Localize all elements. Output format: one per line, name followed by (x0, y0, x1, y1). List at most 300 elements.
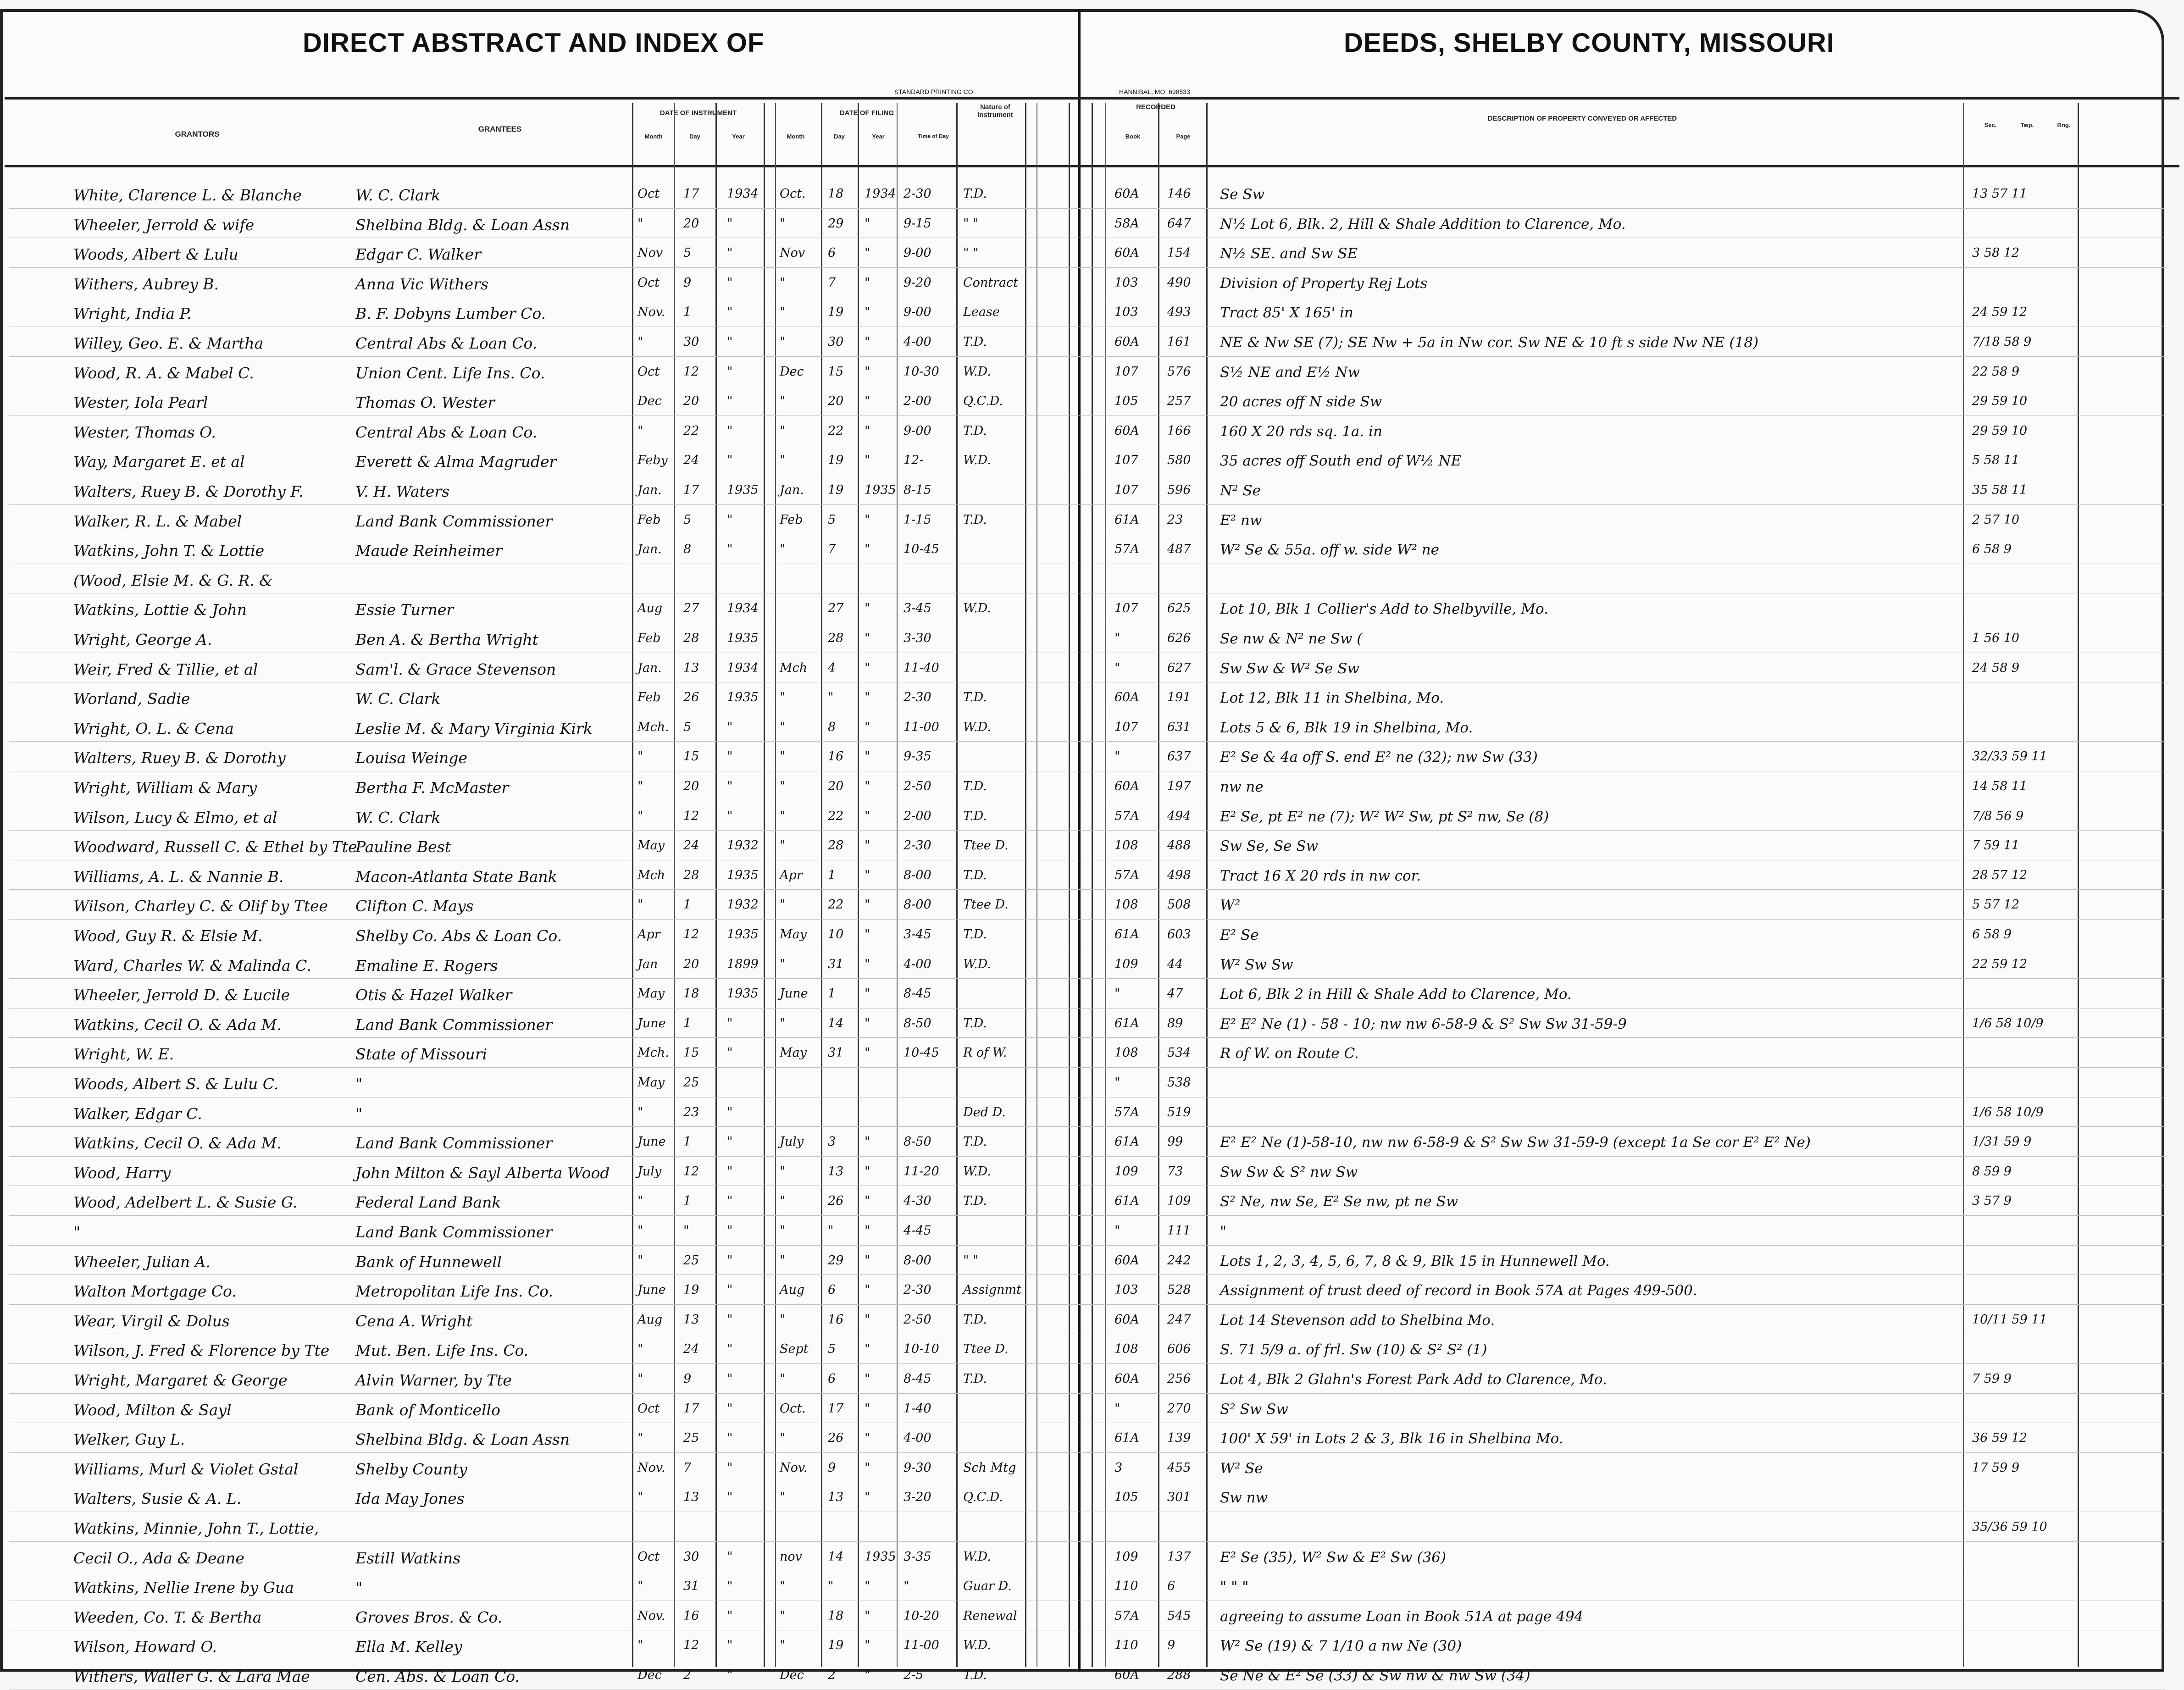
entry-desc: W² Se (1220, 1460, 1263, 1477)
entry-fd: 15 (828, 364, 844, 379)
entry-str: 7 59 11 (1972, 838, 2020, 853)
entry-time: 1-15 (904, 512, 931, 527)
entry-str: 35/36 59 10 (1972, 1520, 2047, 1534)
entry-str: 1/31 59 9 (1972, 1135, 2032, 1149)
entry-page: 242 (1167, 1253, 1191, 1268)
entry-fy: " (865, 394, 870, 409)
entry-grantee: Everett & Alma Magruder (355, 453, 557, 471)
entry-fd: 6 (828, 1283, 836, 1297)
entry-grantee: " (355, 1075, 363, 1093)
entry-iy: " (727, 335, 733, 349)
entry-fd: 19 (828, 305, 844, 320)
entry-fd: 20 (828, 394, 844, 409)
entry-grantor: Wright, O. L. & Cena (73, 719, 234, 737)
entry-book: " (1114, 631, 1120, 645)
entry-iy: " (727, 216, 733, 231)
entry-time: 9-30 (904, 1460, 931, 1475)
entry-im: Feb (637, 512, 661, 527)
recorded-header: RECORDED (1136, 103, 1175, 111)
entry-str: 32/33 59 11 (1972, 749, 2047, 764)
column-rule (2078, 103, 2079, 1667)
entry-id: 20 (683, 216, 699, 231)
entry-nature: T.D. (963, 512, 987, 527)
entry-fm: Aug (780, 1283, 805, 1297)
entry-fy: " (865, 1401, 870, 1416)
entry-fd: 17 (828, 1401, 844, 1416)
entry-im: " (637, 1224, 643, 1238)
entry-grantee: Ella M. Kelley (355, 1638, 462, 1656)
entry-page: 545 (1167, 1608, 1191, 1623)
entry-fm: Sept (780, 1342, 809, 1357)
entry-nature: T.D. (963, 423, 987, 438)
entry-grantee: Edgar C. Walker (355, 245, 481, 264)
entry-id: " (683, 1224, 689, 1238)
entry-time: 3-35 (904, 1549, 931, 1564)
entry-desc: E² E² Ne (1)-58-10, nw nw 6-58-9 & S² Sw Sw 31-59-9 (except 1a Se cor E² E² Ne) (1220, 1134, 1811, 1151)
entry-str: 1/6 58 10/9 (1972, 1105, 2044, 1119)
entry-id: 30 (683, 335, 699, 349)
entry-grantee: Macon-Atlanta State Bank (355, 867, 557, 886)
entry-book: 108 (1114, 1046, 1138, 1060)
entry-page: 23 (1167, 512, 1183, 527)
entry-iy: " (727, 779, 733, 793)
entry-page: 580 (1167, 453, 1191, 468)
entry-fm: Apr (780, 868, 803, 882)
entry-id: 23 (683, 1105, 699, 1119)
entry-grantee: Emaline E. Rogers (355, 956, 498, 975)
entry-grantee: Ben A. & Bertha Wright (355, 631, 538, 648)
entry-desc: S² Sw Sw (1220, 1401, 1288, 1418)
entry-im: Feb (637, 631, 661, 645)
entry-fd: 1 (828, 986, 836, 1001)
left-page-title: DIRECT ABSTRACT AND INDEX OF (303, 28, 765, 58)
entry-id: 13 (683, 1490, 699, 1505)
entry-fy: " (865, 868, 870, 882)
entry-nature: W.D. (963, 1549, 991, 1564)
entry-time: 8-45 (904, 986, 931, 1001)
entry-str: 6 58 9 (1972, 927, 2012, 942)
entry-book: " (1114, 749, 1120, 764)
entry-grantee: Otis & Hazel Walker (355, 986, 512, 1004)
entry-desc: " (1220, 1223, 1227, 1240)
entry-time: 8-45 (904, 1372, 931, 1386)
entry-id: 12 (683, 1164, 699, 1179)
entry-grantee: Maude Reinheimer (355, 542, 502, 560)
entry-im: May (637, 986, 665, 1001)
entry-iy: " (727, 246, 733, 260)
entry-fd: 26 (828, 1194, 844, 1208)
entry-time: 11-40 (904, 660, 939, 675)
entry-page: 89 (1167, 1016, 1183, 1031)
entry-book: 103 (1114, 305, 1138, 320)
entry-grantor: Watkins, Minnie, John T., Lottie, (73, 1519, 319, 1537)
entry-fy: " (865, 1253, 870, 1268)
entry-page: 603 (1167, 927, 1191, 942)
entry-grantor: Wood, R. A. & Mabel C. (73, 364, 254, 382)
entry-book: 60A (1114, 1372, 1139, 1386)
entry-id: 5 (683, 246, 692, 260)
entry-desc: 100' X 59' in Lots 2 & 3, Blk 16 in Shelbina Mo. (1220, 1430, 1563, 1447)
entry-time: 8-15 (904, 483, 931, 497)
entry-str: 29 59 10 (1972, 394, 2028, 409)
entry-book: 58A (1114, 216, 1139, 231)
entry-nature: Ttee D. (963, 1342, 1009, 1357)
entry-iy: " (727, 423, 733, 438)
entry-time: 11-20 (904, 1164, 939, 1179)
entry-page: 73 (1167, 1164, 1183, 1179)
column-rule (764, 103, 765, 1667)
entry-id: 1 (683, 305, 692, 320)
entry-fm: " (780, 749, 786, 764)
entry-fy: " (865, 749, 870, 764)
instrument-year-subheader: Year (732, 133, 745, 140)
entry-id: 12 (683, 1638, 699, 1653)
entry-grantee: Bertha F. McMaster (355, 779, 509, 797)
entry-fm: " (780, 1372, 786, 1386)
row-rule (9, 1037, 2165, 1038)
entry-str: 22 58 9 (1972, 364, 2020, 379)
column-rule (632, 103, 633, 1667)
entry-fy: " (865, 1431, 870, 1446)
entry-grantee: Cena A. Wright (355, 1312, 473, 1330)
entry-book: 110 (1114, 1638, 1138, 1653)
entry-page: 161 (1167, 335, 1191, 349)
entry-grantee: V. H. Waters (355, 482, 450, 500)
entry-grantor: Wheeler, Julian A. (73, 1252, 211, 1271)
entry-im: " (637, 216, 643, 231)
entry-grantor: Wood, Harry (73, 1164, 171, 1182)
entry-id: 19 (683, 1283, 699, 1297)
entry-page: 270 (1167, 1401, 1191, 1416)
entry-desc: " " " (1220, 1579, 1249, 1596)
entry-fm: Dec (780, 1668, 804, 1682)
entry-page: 9 (1167, 1638, 1175, 1653)
entry-time: 9-00 (904, 423, 931, 438)
entry-nature: Ded D. (963, 1105, 1006, 1119)
entry-desc: E² Se & 4a off S. end E² ne (32); nw Sw (33) (1220, 749, 1538, 766)
row-rule (9, 1274, 2165, 1275)
entry-grantor: Walters, Susie & A. L. (73, 1490, 242, 1508)
entry-page: 519 (1167, 1105, 1191, 1119)
row-rule (9, 208, 2165, 209)
entry-grantor: Walters, Ruey B. & Dorothy F. (73, 482, 304, 500)
entry-time: 3-45 (904, 927, 931, 942)
entry-book: 109 (1114, 957, 1138, 971)
entry-fd: " (828, 1224, 834, 1238)
entry-str: 13 57 11 (1972, 187, 2028, 201)
entry-id: 28 (683, 631, 699, 645)
entry-im: Jan. (637, 660, 662, 675)
entry-im: " (637, 1638, 643, 1653)
entry-grantor: Woodward, Russell C. & Ethel by Tte (73, 838, 357, 856)
entry-desc: E² Se (35), W² Sw & E² Sw (36) (1220, 1549, 1447, 1566)
entry-time: 4-00 (904, 957, 931, 971)
entry-grantee: Shelby Co. Abs & Loan Co. (355, 927, 562, 945)
entry-page: 111 (1167, 1224, 1191, 1238)
entry-nature: W.D. (963, 453, 991, 468)
entry-nature: W.D. (963, 1164, 991, 1179)
entry-id: 1 (683, 1016, 692, 1031)
entry-page: 146 (1167, 187, 1191, 201)
column-rule (1105, 103, 1106, 1667)
entry-page: 596 (1167, 483, 1191, 497)
entry-book: " (1114, 1224, 1120, 1238)
entry-time: 8-00 (904, 1253, 931, 1268)
entry-time: 2-30 (904, 1283, 931, 1297)
entry-id: 25 (683, 1075, 699, 1090)
entry-fd: 22 (828, 898, 844, 912)
column-rule (821, 103, 822, 1667)
entry-fy: " (865, 1608, 870, 1623)
entry-fd: 19 (828, 453, 844, 468)
column-rule (715, 103, 717, 1667)
entry-page: 508 (1167, 898, 1191, 912)
entry-page: 631 (1167, 720, 1191, 734)
entry-iy: " (727, 1224, 733, 1238)
entry-iy: " (727, 542, 733, 557)
entry-iy: 1935 (727, 927, 759, 942)
entry-fm: Dec (780, 364, 804, 379)
entry-book: " (1114, 660, 1120, 675)
entry-grantee: Mut. Ben. Life Ins. Co. (355, 1341, 529, 1360)
entry-im: May (637, 1075, 665, 1090)
entry-desc: W² (1220, 897, 1241, 914)
entry-desc: 20 acres off N side Sw (1220, 393, 1382, 410)
entry-grantor: Walton Mortgage Co. (73, 1282, 237, 1301)
entry-im: " (637, 1372, 643, 1386)
entry-grantee: Union Cent. Life Ins. Co. (355, 364, 545, 382)
entry-iy: " (727, 1549, 733, 1564)
entry-nature: T.D. (963, 187, 987, 201)
entry-book: 108 (1114, 1342, 1138, 1357)
entry-id: 16 (683, 1608, 699, 1623)
entry-grantee: B. F. Dobyns Lumber Co. (355, 305, 546, 323)
entry-time: 2-5 (904, 1668, 924, 1682)
entry-id: 17 (683, 187, 699, 201)
entry-str: 7/8 56 9 (1972, 809, 2024, 823)
entry-desc: 35 acres off South end of W½ NE (1220, 453, 1462, 470)
entry-grantor: Wood, Adelbert L. & Susie G. (73, 1193, 298, 1212)
entry-fd: 31 (828, 1046, 844, 1060)
entry-book: 61A (1114, 1016, 1139, 1031)
entry-nature: T.D. (963, 1668, 987, 1682)
entry-id: 20 (683, 394, 699, 409)
entry-time: 2-50 (904, 1312, 931, 1327)
entry-iy: 1935 (727, 868, 759, 882)
entry-desc: Tract 16 X 20 rds in nw cor. (1220, 867, 1421, 884)
entry-grantee: " (355, 1104, 363, 1123)
entry-im: June (637, 1016, 666, 1031)
entry-grantor: Wright, Margaret & George (73, 1371, 288, 1389)
entry-time: 8-50 (904, 1135, 931, 1149)
entry-fy: " (865, 453, 870, 468)
entry-fy: " (865, 1135, 870, 1149)
entry-desc: S. 71 5/9 a. of frl. Sw (10) & S² S² (1) (1220, 1341, 1487, 1358)
entry-id: 25 (683, 1431, 699, 1446)
entry-fm: " (780, 1016, 786, 1031)
entry-iy: 1935 (727, 690, 759, 705)
entry-nature: T.D. (963, 1312, 987, 1327)
entry-fd: 13 (828, 1164, 844, 1179)
entry-iy: " (727, 1460, 733, 1475)
entry-grantee: Estill Watkins (355, 1549, 461, 1567)
entry-id: 9 (683, 275, 692, 290)
entry-fy: 1935 (865, 1549, 896, 1564)
filing-day-subheader: Day (834, 133, 845, 140)
entry-desc: Lots 1, 2, 3, 4, 5, 6, 7, 8 & 9, Blk 15 in Hunnewell Mo. (1220, 1252, 1610, 1269)
entry-book: 60A (1114, 779, 1139, 793)
entry-book: 103 (1114, 1283, 1138, 1297)
entry-im: Oct (637, 364, 660, 379)
entry-im: " (637, 1253, 643, 1268)
entry-grantee: Sam'l. & Grace Stevenson (355, 660, 556, 678)
entry-book: 3 (1114, 1460, 1123, 1475)
entry-grantor: Wear, Virgil & Dolus (73, 1312, 230, 1330)
entry-grantee: Land Bank Commissioner (355, 1134, 553, 1153)
entry-page: 109 (1167, 1194, 1191, 1208)
entry-iy: " (727, 1431, 733, 1446)
printer-note: STANDARD PRINTING CO. (894, 88, 975, 95)
entry-grantee: W. C. Clark (355, 186, 441, 204)
entry-fy: " (865, 809, 870, 823)
entry-id: 24 (683, 1342, 699, 1357)
entry-page: 606 (1167, 1342, 1191, 1357)
entry-fm: " (780, 898, 786, 912)
entry-fy: " (865, 631, 870, 645)
entry-grantee: Metropolitan Life Ins. Co. (355, 1282, 553, 1301)
entry-book: 60A (1114, 1312, 1139, 1327)
entry-grantor: Woods, Albert & Lulu (73, 245, 238, 264)
entry-fd: 29 (828, 1253, 844, 1268)
entry-desc: W² Sw Sw (1220, 956, 1293, 973)
entry-page: 647 (1167, 216, 1191, 231)
right-page-title: DEEDS, SHELBY COUNTY, MISSOURI (1344, 28, 1835, 58)
entry-im: " (637, 1490, 643, 1505)
grantors-header: GRANTORS (175, 130, 220, 139)
entry-book: 61A (1114, 1135, 1139, 1149)
entry-id: 13 (683, 1312, 699, 1327)
entry-str: 24 59 12 (1972, 305, 2028, 320)
entry-desc: E² Se, pt E² ne (7); W² W² Sw, pt S² nw, Se (8) (1220, 808, 1549, 825)
column-rule (858, 103, 859, 1667)
entry-fy: " (865, 246, 870, 260)
entry-fm: " (780, 542, 786, 557)
entry-iy: 1935 (727, 631, 759, 645)
entry-page: 498 (1167, 868, 1191, 882)
entry-nature: T.D. (963, 1135, 987, 1149)
entry-str: 29 59 10 (1972, 423, 2028, 438)
entry-book: 60A (1114, 423, 1139, 438)
entry-fd: 16 (828, 749, 844, 764)
row-rule (9, 1126, 2165, 1127)
entry-fd: " (828, 690, 834, 705)
entry-fy: " (865, 1046, 870, 1060)
entry-book: " (1114, 986, 1120, 1001)
row-rule (9, 1156, 2165, 1157)
entry-grantee: Bank of Monticello (355, 1401, 500, 1419)
entry-desc: R of W. on Route C. (1220, 1045, 1359, 1062)
entry-str: 17 59 9 (1972, 1460, 2020, 1475)
entry-fy: " (865, 1372, 870, 1386)
entry-desc: N½ SE. and Sw SE (1220, 245, 1358, 262)
entry-time: 1-40 (904, 1401, 931, 1416)
entry-desc: Lot 4, Blk 2 Glahn's Forest Park Add to Clarence, Mo. (1220, 1371, 1607, 1388)
entry-time: 3-45 (904, 601, 931, 616)
entry-iy: " (727, 1608, 733, 1623)
entry-id: 1 (683, 898, 692, 912)
entry-desc: Lot 14 Stevenson add to Shelbina Mo. (1220, 1312, 1495, 1329)
entry-fd: 6 (828, 1372, 836, 1386)
entry-iy: " (727, 453, 733, 468)
entry-grantor: Wood, Milton & Sayl (73, 1401, 232, 1419)
entry-str: 5 57 12 (1972, 898, 2020, 912)
entry-im: Oct (637, 1401, 660, 1416)
entry-grantee: W. C. Clark (355, 808, 441, 826)
entry-im: Apr (637, 927, 660, 942)
entry-iy: " (727, 720, 733, 734)
row-rule (9, 504, 2165, 505)
entry-page: 455 (1167, 1460, 1191, 1475)
entry-iy: " (727, 1372, 733, 1386)
entry-fy: " (865, 898, 870, 912)
entry-time: 9-00 (904, 246, 931, 260)
row-rule (9, 889, 2165, 890)
entry-book: 108 (1114, 838, 1138, 853)
entry-grantee: Central Abs & Loan Co. (355, 334, 538, 352)
entry-iy: " (727, 1253, 733, 1268)
entry-fy: " (865, 364, 870, 379)
entry-grantor: Withers, Waller G. & Lara Mae (73, 1668, 310, 1685)
row-rule (9, 1452, 2165, 1453)
entry-book: " (1114, 1075, 1120, 1090)
entry-time: 10-20 (904, 1608, 939, 1623)
entry-nature: W.D. (963, 957, 991, 971)
entry-fy: " (865, 1312, 870, 1327)
entry-fm: " (780, 1579, 786, 1594)
entry-id: 26 (683, 690, 699, 705)
entry-page: 627 (1167, 660, 1191, 675)
entry-time: 10-30 (904, 364, 939, 379)
entry-nature: " " (963, 246, 979, 260)
entry-time: 10-45 (904, 542, 939, 557)
entry-iy: 1934 (727, 660, 759, 675)
entry-fd: 20 (828, 779, 844, 793)
nature-header: Nature of Instrument (977, 103, 1013, 119)
entry-desc: Assignment of trust deed of record in Book 57A at Pages 499-500. (1220, 1282, 1697, 1299)
entry-im: July (637, 1164, 662, 1179)
entry-desc: agreeing to assume Loan in Book 51A at page 494 (1220, 1608, 1584, 1625)
entry-fd: 7 (828, 275, 836, 290)
entry-fd: 29 (828, 216, 844, 231)
column-rule (1025, 103, 1026, 1667)
entry-fm: " (780, 720, 786, 734)
entry-id: 25 (683, 1253, 699, 1268)
entry-fm: " (780, 453, 786, 468)
entry-iy: " (727, 275, 733, 290)
entry-fd: 9 (828, 1460, 836, 1475)
entry-page: 154 (1167, 246, 1191, 260)
entry-nature: W.D. (963, 720, 991, 734)
entry-grantee: Pauline Best (355, 838, 451, 856)
entry-nature: Sch Mtg (963, 1460, 1016, 1475)
entry-str: 35 58 11 (1972, 483, 2028, 497)
printer-note-right: HANNIBAL, MO. 698533 (1119, 88, 1190, 95)
entry-fd: 28 (828, 631, 844, 645)
entry-book: 109 (1114, 1549, 1138, 1564)
entry-grantee: " (355, 1579, 363, 1597)
entry-fd: 26 (828, 1431, 844, 1446)
entry-fm: " (780, 423, 786, 438)
